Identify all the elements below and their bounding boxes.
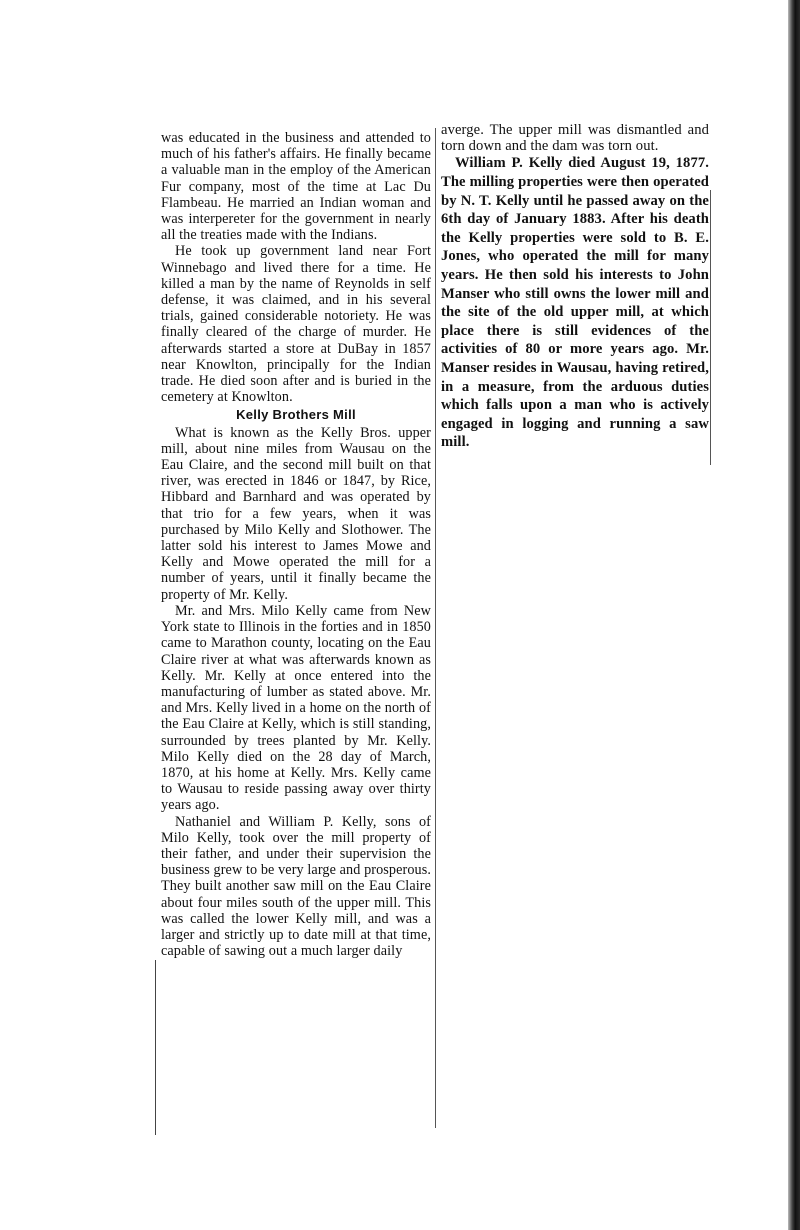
paragraph-upper-mill: What is known as the Kelly Bros. upper mill, about nine miles from Wausau on the Eau Claire, and the second mill built on that river, was erected in 1846 or 1847, by Rice, Hibbard and Barnhard and was operated by that trio for a few years, when it was purchased by Milo Kelly and Slothower. The latter sold his interest to James Mowe and Kelly and Mowe operated the mill for a number of years, until it finally became the property of Mr. Kelly. <box>161 424 431 603</box>
section-heading-kelly-brothers-mill: Kelly Brothers Mill <box>236 407 356 423</box>
left-margin-line <box>155 960 156 1135</box>
right-margin-line <box>710 190 711 465</box>
paragraph-government-land: He took up government land near Fort Winnebago and lived there for a time. He killed a man by the name of Reynolds in self defense, it was claimed, and in his several trials, gained considerable notoriety. He was finally cleared of the charge of murder. He afterwards started a store at DuBay in 1857 near Knowlton, principally for the Indian trade. He died soon after and is buried in the cemetery at Knowlton. <box>161 243 431 406</box>
scan-edge-shadow <box>788 0 800 1230</box>
paragraph-william-kelly-died: William P. Kelly died August 19, 1877. The milling properties were then operated by N. T. Kelly until he passed away on the 6th day of January 1883. After his death the Kelly properties were sold to B. E. Jones, who operated the mill for many years. He then sold his interests to John Manser who still owns the lower mill and the site of the old upper mill, at which place there is still evidences of the activities of 80 or more years ago. Mr. Manser resides in Wausau, having retired, in a measure, from the arduous duties which falls upon a man who is actively engaged in logging and running a saw mill. <box>441 155 709 451</box>
left-column <box>161 130 431 959</box>
paragraph-sons-of-milo: Nathaniel and William P. Kelly, sons of Milo Kelly, took over the mill property of their father, and under their supervision the business grew to be very large and prosperous. They built another saw mill on the Eau Claire about four miles south of the upper mill. This was called the lower Kelly mill, and was a larger and strictly up to date mill at that time, capable of sawing out a much larger daily <box>161 813 431 960</box>
right-column <box>441 122 709 452</box>
paragraph-milo-kelly: Mr. and Mrs. Milo Kelly came from New York state to Illinois in the forties and in 1850 came to Marathon county, locating on the Eau Claire river at what was afterwards known as Kelly. Mr. Kelly at once entered into the manufacturing of lumber as stated above. Mr. and Mrs. Kelly lived in a home on the north of the Eau Claire at Kelly, which is still standing, surrounded by trees planted by Mr. Kelly. Milo Kelly died on the 28 day of March, 1870, at his home at Kelly. Mrs. Kelly came to Wausau to reside passing away over thirty years ago. <box>161 602 431 814</box>
paragraph-family-affairs: was educated in the business and attended to much of his father's affairs. He finally became a valuable man in the employ of the American Fur company, most of the time at Lac Du Flambeau. He married an Indian woman and was interpereter for the government in nearly all the treaties made with the Indians. <box>161 130 431 244</box>
paragraph-mill-dismantled: averge. The upper mill was dismantled and torn down and the dam was torn out. <box>441 122 709 155</box>
column-divider <box>435 128 436 1128</box>
